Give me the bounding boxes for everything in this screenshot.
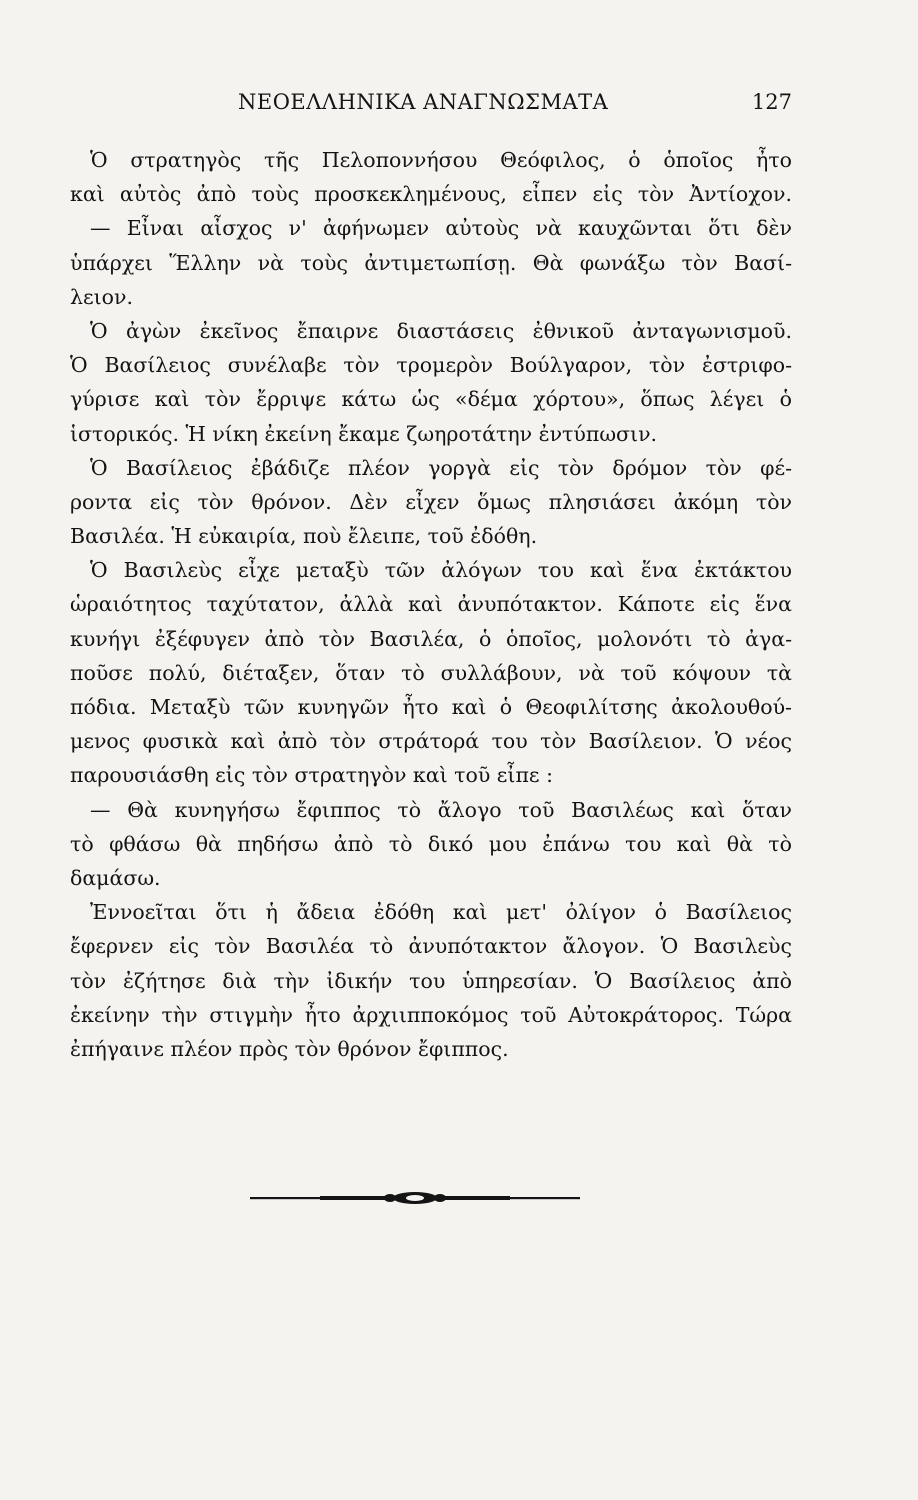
text-line: Ὁ Βασίλειος ἐβάδιζε πλέον γοργὰ εἰς τὸν δρόμον τὸν φέ- — [90, 455, 792, 480]
page-number: 127 — [751, 90, 792, 114]
text-line: — Εἶναι αἶσχος ν' ἀφήνωμεν αὐτοὺς νὰ καυχῶνται ὅτι δὲν — [90, 216, 792, 241]
text-line: μενος φυσικὰ καὶ ἀπὸ τὸν στράτορά του τὸν Βασίλειον. Ὁ νέος — [70, 729, 792, 754]
text-line: Ἐννοεῖται ὅτι ἡ ἄδεια ἐδόθη καὶ μετ' ὀλίγον ὁ Βασίλειος — [90, 900, 792, 925]
body-text — [70, 143, 792, 1066]
text-line: λειον. — [70, 284, 133, 309]
text-line: Ὁ ἀγὼν ἐκεῖνος ἔπαιρνε διαστάσεις ἐθνικοῦ ἀνταγωνισμοῦ. — [90, 318, 792, 343]
text-line: πόδια. Μεταξὺ τῶν κυνηγῶν ἦτο καὶ ὁ Θεοφιλίτσης ἀκολουθού- — [70, 695, 792, 719]
text-line: — Θὰ κυνηγήσω ἔφιππος τὸ ἄλογο τοῦ Βασιλέως καὶ ὅταν — [90, 797, 792, 822]
text-line: ὡραιότητος ταχύτατον, ἀλλὰ καὶ ἀνυπότακτον. Κάποτε εἰς ἕνα — [70, 592, 792, 617]
text-line: ἱστορικός. Ἡ νίκη ἐκείνη ἔκαμε ζωηροτάτην ἐντύπωσιν. — [70, 421, 658, 446]
text-line: Βασιλέα. Ἡ εὐκαιρία, ποὺ ἔλειπε, τοῦ ἐδόθη. — [70, 524, 538, 549]
text-line: γύρισε καὶ τὸν ἔρριψε κάτω ὡς «δέμα χόρτου», ὅπως λέγει ὁ — [70, 387, 792, 412]
text-line: τὸν ἐζήτησε διὰ τὴν ἰδικήν του ὑπηρεσίαν. Ὁ Βασίλειος ἀπὸ — [70, 968, 792, 993]
text-line: Ὁ στρατηγὸς τῆς Πελοποννήσου Θεόφιλος, ὁ ὁποῖος ἦτο — [90, 148, 792, 172]
text-line: παρουσιάσθη εἰς τὸν στρατηγὸν καὶ τοῦ εἶπε : — [70, 763, 553, 788]
text-line: τὸ φθάσω θὰ πηδήσω ἀπὸ τὸ δικό μου ἐπάνω του καὶ θὰ τὸ — [70, 831, 792, 856]
text-line: δαμάσω. — [70, 865, 161, 890]
text-line: Ὁ Βασιλεὺς εἶχε μεταξὺ τῶν ἀλόγων του καὶ ἕνα ἐκτάκτου — [90, 558, 792, 583]
running-title: ΝΕΟΕΛΛΗΝΙΚΑ ΑΝΑΓΝΩΣΜΑΤΑ — [238, 90, 609, 114]
text-line: Ὁ Βασίλειος συνέλαβε τὸν τρομερὸν Βούλγαρον, τὸν ἐστριφο- — [70, 353, 792, 378]
text-line: ὑπάρχει Ἕλλην νὰ τοὺς ἀντιμετωπίσῃ. Θὰ φωνάξω τὸν Βασί- — [70, 250, 792, 275]
text-line: ἐκείνην τὴν στιγμὴν ἦτο ἀρχιιπποκόμος τοῦ Αὐτοκράτορος. Τώρα — [70, 1002, 792, 1027]
text-line: καὶ αὐτὸς ἀπὸ τοὺς προσκεκλημένους, εἶπεν εἰς τὸν Ἀντίοχον. — [70, 182, 792, 207]
ornamental-rule-icon — [250, 1190, 580, 1206]
text-line: κυνήγι ἐξέφυγεν ἀπὸ τὸν Βασιλέα, ὁ ὁποῖος, μολονότι τὸ ἀγα- — [70, 626, 792, 651]
text-line: ἔφερνεν εἰς τὸν Βασιλέα τὸ ἀνυπότακτον ἄλογον. Ὁ Βασιλεὺς — [70, 934, 792, 959]
text-line: ἐπήγαινε πλέον πρὸς τὸν θρόνον ἔφιππος. — [70, 1036, 509, 1061]
running-head — [70, 90, 792, 122]
text-line: ροντα εἰς τὸν θρόνον. Δὲν εἶχεν ὅμως πλησιάσει ἀκόμη τὸν — [70, 489, 792, 514]
text-line: ποῦσε πολύ, διέταξεν, ὅταν τὸ συλλάβουν, νὰ τοῦ κόψουν τὰ — [70, 660, 792, 685]
